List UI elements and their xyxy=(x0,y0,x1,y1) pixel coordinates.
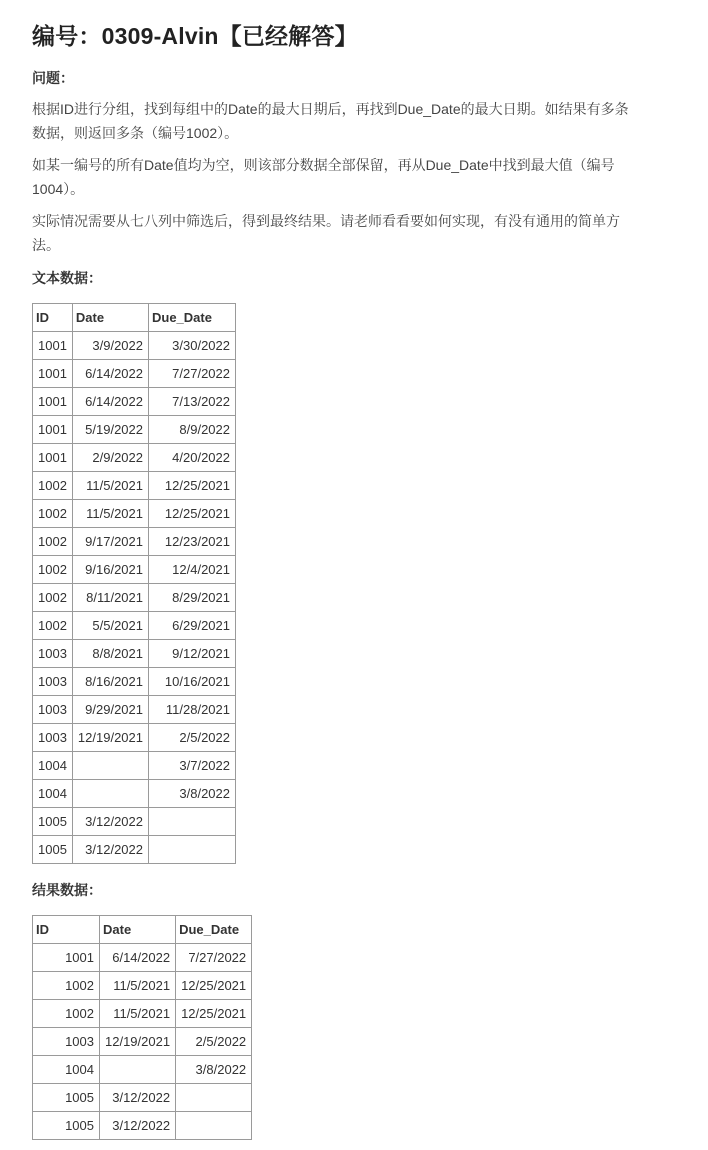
cell-due-date: 12/4/2021 xyxy=(149,556,236,584)
cell-id: 1005 xyxy=(33,1112,100,1140)
cell-id: 1004 xyxy=(33,752,73,780)
cell-due-date: 10/16/2021 xyxy=(149,668,236,696)
cell-id: 1002 xyxy=(33,584,73,612)
cell-id: 1002 xyxy=(33,612,73,640)
cell-date: 11/5/2021 xyxy=(100,972,176,1000)
cell-id: 1005 xyxy=(33,836,73,864)
cell-date xyxy=(72,780,148,808)
cell-date: 6/14/2022 xyxy=(72,360,148,388)
text-data-label: 文本数据： xyxy=(32,270,102,286)
cell-id: 1002 xyxy=(33,528,73,556)
cell-due-date: 8/9/2022 xyxy=(149,416,236,444)
cell-id: 1004 xyxy=(33,1056,100,1084)
cell-date xyxy=(100,1056,176,1084)
cell-id: 1003 xyxy=(33,696,73,724)
cell-date: 5/19/2022 xyxy=(72,416,148,444)
table-row xyxy=(33,724,236,752)
cell-due-date: 12/25/2021 xyxy=(176,972,252,1000)
cell-due-date: 2/5/2022 xyxy=(149,724,236,752)
cell-due-date: 11/28/2021 xyxy=(149,696,236,724)
question-label: 问题： xyxy=(32,70,74,86)
cell-date: 3/12/2022 xyxy=(72,808,148,836)
cell-due-date: 7/27/2022 xyxy=(149,360,236,388)
cell-id: 1001 xyxy=(33,332,73,360)
cell-due-date: 3/8/2022 xyxy=(149,780,236,808)
cell-date: 6/14/2022 xyxy=(72,388,148,416)
cell-id: 1002 xyxy=(33,1000,100,1028)
cell-date: 5/5/2021 xyxy=(72,612,148,640)
table-row xyxy=(33,360,236,388)
question-paragraph: 如某一编号的所有Date值均为空，则该部分数据全部保留，再从Due_Date中找到最大值（编号1004）。 xyxy=(32,157,615,197)
cell-id: 1004 xyxy=(33,780,73,808)
cell-due-date: 7/27/2022 xyxy=(176,944,252,972)
table-row xyxy=(33,1000,252,1028)
table-row xyxy=(33,500,236,528)
cell-id: 1003 xyxy=(33,1028,100,1056)
column-header-due-date: Due_Date xyxy=(176,916,252,944)
column-header-id: ID xyxy=(33,916,100,944)
cell-due-date: 12/25/2021 xyxy=(149,500,236,528)
table-row xyxy=(33,612,236,640)
cell-id: 1002 xyxy=(33,472,73,500)
column-header-date: Date xyxy=(100,916,176,944)
table-row xyxy=(33,836,236,864)
question-paragraph: 根据ID进行分组，找到每组中的Date的最大日期后，再找到Due_Date的最大日期。如结果有多条数据，则返回多条（编号1002）。 xyxy=(32,101,629,141)
cell-date: 11/5/2021 xyxy=(72,472,148,500)
cell-id: 1001 xyxy=(33,416,73,444)
result-data-label: 结果数据： xyxy=(32,882,102,898)
table-row xyxy=(33,640,236,668)
table-row xyxy=(33,472,236,500)
cell-date: 9/16/2021 xyxy=(72,556,148,584)
cell-date: 12/19/2021 xyxy=(72,724,148,752)
cell-date: 11/5/2021 xyxy=(100,1000,176,1028)
table-row xyxy=(33,584,236,612)
cell-date: 3/9/2022 xyxy=(72,332,148,360)
cell-id: 1001 xyxy=(33,360,73,388)
cell-date: 9/29/2021 xyxy=(72,696,148,724)
cell-id: 1001 xyxy=(33,388,73,416)
cell-due-date: 8/29/2021 xyxy=(149,584,236,612)
column-header-due-date: Due_Date xyxy=(149,304,236,332)
cell-date xyxy=(72,752,148,780)
table-row xyxy=(33,808,236,836)
cell-id: 1003 xyxy=(33,668,73,696)
cell-due-date: 12/25/2021 xyxy=(176,1000,252,1028)
cell-due-date: 12/25/2021 xyxy=(149,472,236,500)
table-row xyxy=(33,556,236,584)
cell-date: 9/17/2021 xyxy=(72,528,148,556)
cell-date: 3/12/2022 xyxy=(100,1084,176,1112)
cell-id: 1005 xyxy=(33,1084,100,1112)
table-row xyxy=(33,528,236,556)
page-title: 编号：0309-Alvin【已经解答】 xyxy=(32,23,358,49)
cell-due-date: 3/30/2022 xyxy=(149,332,236,360)
table-row xyxy=(33,780,236,808)
table-row xyxy=(33,668,236,696)
cell-id: 1002 xyxy=(33,500,73,528)
table-row xyxy=(33,1084,252,1112)
text-data-table xyxy=(32,303,236,864)
cell-date: 8/16/2021 xyxy=(72,668,148,696)
table-row xyxy=(33,972,252,1000)
question-paragraph: 实际情况需要从七八列中筛选后，得到最终结果。请老师看看要如何实现，有没有通用的简单方法。 xyxy=(32,213,620,253)
cell-due-date: 3/8/2022 xyxy=(176,1056,252,1084)
table-row xyxy=(33,444,236,472)
cell-id: 1005 xyxy=(33,808,73,836)
cell-due-date: 6/29/2021 xyxy=(149,612,236,640)
column-header-id: ID xyxy=(33,304,73,332)
table-row xyxy=(33,1112,252,1140)
cell-due-date: 4/20/2022 xyxy=(149,444,236,472)
table-row xyxy=(33,1028,252,1056)
cell-date: 11/5/2021 xyxy=(72,500,148,528)
cell-date: 12/19/2021 xyxy=(100,1028,176,1056)
cell-date: 3/12/2022 xyxy=(100,1112,176,1140)
cell-date: 2/9/2022 xyxy=(72,444,148,472)
table-row xyxy=(33,752,236,780)
table-header-row xyxy=(33,304,236,332)
cell-due-date: 3/7/2022 xyxy=(149,752,236,780)
cell-due-date xyxy=(176,1084,252,1112)
table-header-row xyxy=(33,916,252,944)
cell-due-date: 9/12/2021 xyxy=(149,640,236,668)
article xyxy=(32,18,672,1140)
cell-id: 1002 xyxy=(33,556,73,584)
cell-due-date: 12/23/2021 xyxy=(149,528,236,556)
cell-due-date xyxy=(176,1112,252,1140)
cell-date: 3/12/2022 xyxy=(72,836,148,864)
table-row xyxy=(33,1056,252,1084)
column-header-date: Date xyxy=(72,304,148,332)
cell-id: 1002 xyxy=(33,972,100,1000)
cell-date: 8/8/2021 xyxy=(72,640,148,668)
cell-due-date xyxy=(149,836,236,864)
cell-id: 1001 xyxy=(33,444,73,472)
cell-id: 1003 xyxy=(33,640,73,668)
cell-id: 1003 xyxy=(33,724,73,752)
table-row xyxy=(33,944,252,972)
cell-due-date xyxy=(149,808,236,836)
cell-date: 6/14/2022 xyxy=(100,944,176,972)
result-data-table xyxy=(32,915,252,1140)
cell-date: 8/11/2021 xyxy=(72,584,148,612)
cell-due-date: 2/5/2022 xyxy=(176,1028,252,1056)
table-row xyxy=(33,388,236,416)
table-row xyxy=(33,416,236,444)
table-row xyxy=(33,332,236,360)
table-row xyxy=(33,696,236,724)
cell-due-date: 7/13/2022 xyxy=(149,388,236,416)
cell-id: 1001 xyxy=(33,944,100,972)
